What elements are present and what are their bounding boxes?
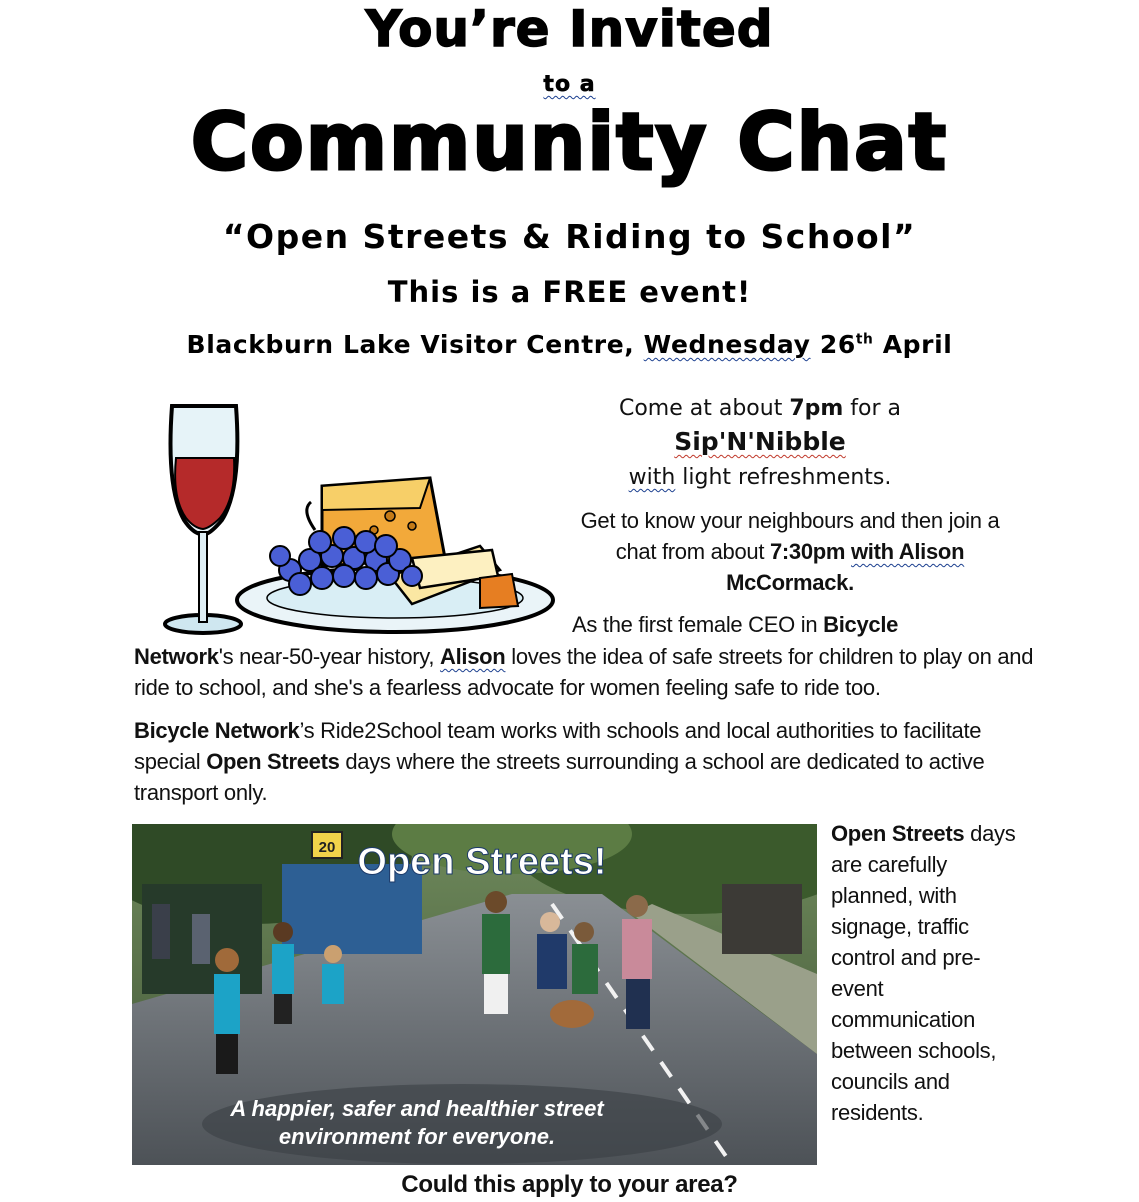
speaker-name: Alison — [439, 644, 506, 669]
photo-caption-line-1: A happier, safer and healthier street — [230, 1096, 604, 1121]
bio-line-1: As the first female CEO in Bicycle — [572, 612, 899, 637]
photo-heading: Open Streets! — [357, 841, 607, 883]
program-paragraph: Bicycle Network’s Ride2School team works with schools and local authorities to facilitate special Open Streets days where the streets surrounding a school are dedicated to active transport only. — [134, 718, 985, 805]
event-month: April — [882, 330, 953, 359]
photo-caption-line-2: environment for everyone. — [278, 1124, 556, 1149]
wine-and-cheese-illustration — [150, 398, 560, 643]
event-topic: “Open Streets & Riding to School” — [222, 217, 917, 256]
event-day: Wednesday — [643, 330, 811, 359]
closing-question: Could this apply to your area? — [401, 1171, 738, 1198]
bio-paragraph: Network's near-50-year history, Alison loves the idea of safe streets for children to play on and ride to school, and she's a fearless advocate for women feeling safe to ride too. — [134, 644, 1034, 700]
heading-you-are-invited: You’re Invited — [365, 0, 774, 58]
speaker-last-name: McCormack. — [726, 570, 854, 595]
speed-sign: 20 — [318, 839, 336, 856]
open-streets-photo — [132, 824, 817, 1165]
free-event-notice: This is a FREE event! — [387, 275, 752, 309]
venue: Blackburn Lake Visitor Centre, — [186, 330, 635, 359]
chat-intro-text: Get to know your neighbours and then join a chat from about 7:30pm with Alison McCormack. — [580, 508, 1000, 595]
arrival-time: 7pm — [789, 396, 844, 421]
event-date-suffix: th — [855, 331, 874, 348]
light-refreshments-text: with light refreshments. — [628, 465, 892, 490]
to-a-text: to a — [543, 72, 596, 97]
arrival-time-text: Come at about 7pm for a — [618, 396, 902, 421]
venue-date — [0, 326, 1139, 364]
speaker-first-name: with Alison — [851, 539, 965, 564]
chat-time: 7:30pm — [769, 539, 846, 564]
sip-n-nibble: Sip'N'Nibble — [674, 427, 846, 456]
street-scene-image — [132, 824, 817, 1165]
heading-community-chat: Community Chat — [190, 98, 949, 188]
open-streets-description: Open Streets days are carefully planned, with signage, traffic control and pre-event communication between schools, councils and residents. — [831, 821, 1016, 1125]
event-date-num: 26 — [819, 330, 856, 359]
